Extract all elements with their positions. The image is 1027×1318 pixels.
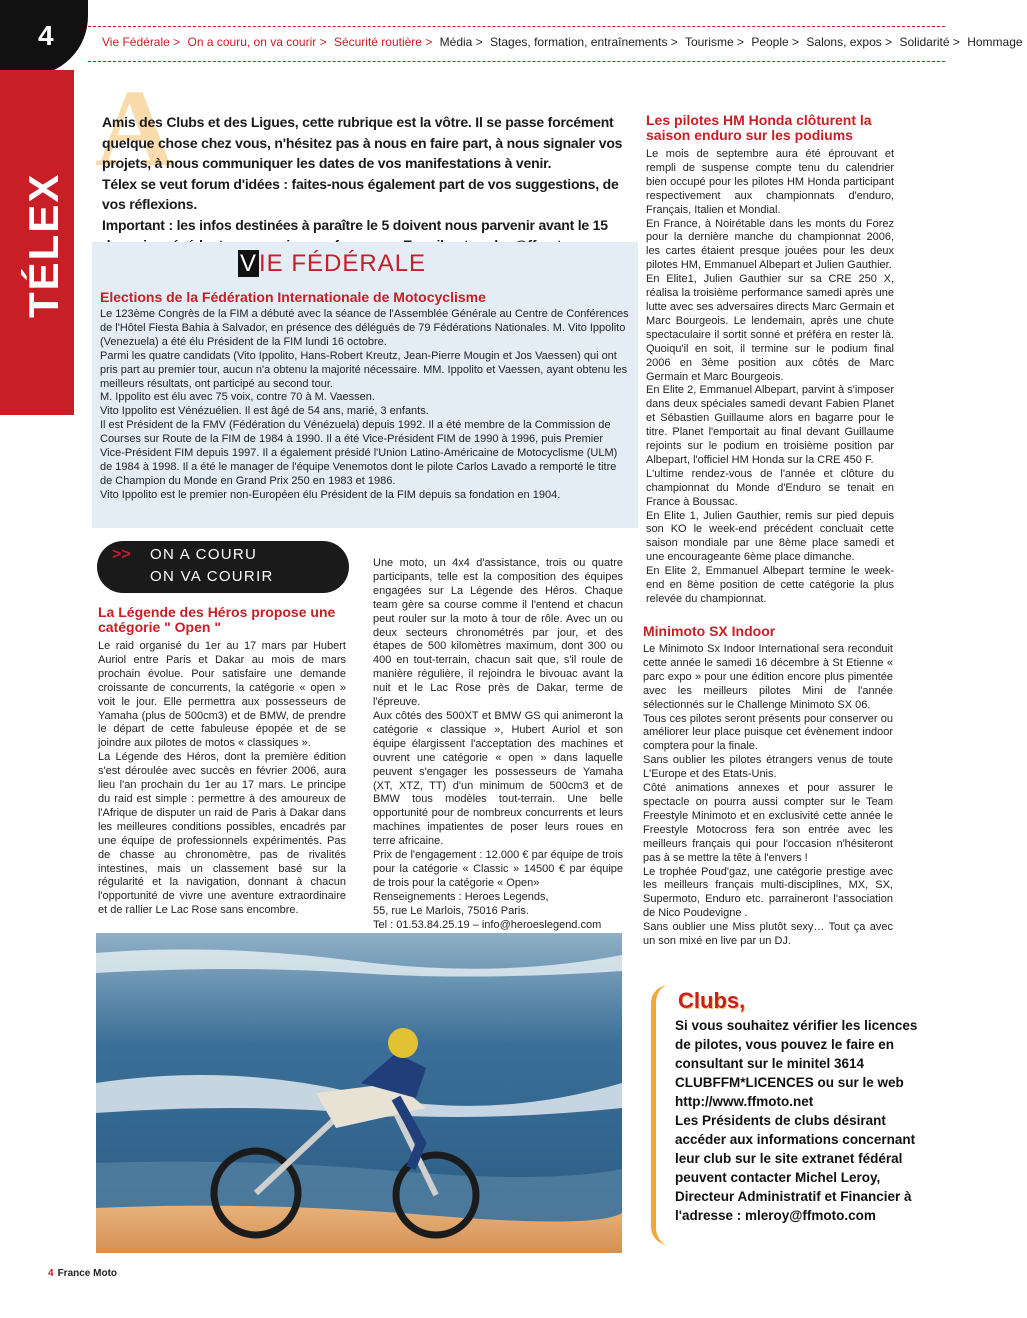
article-paragraph: Renseignements : Heroes Legends, [373, 890, 549, 903]
article-paragraph: Côté animations annexes et pour assurer le spectacle on pourra aussi compter sur le Team Freestyle Minimoto et en exclusivité cette année le Freestyle Motocross fera son entrée avec les meilleurs français qui pour l'occasion n'hésiteront pas à se mettre la tête à l'envers ! [643, 782, 893, 864]
article-paragraph: Le Minimoto Sx Indoor International sera reconduit cette année le samedi 16 décembre à St Etienne « parc expo » pour une édition encore plus pimentée avec les meilleurs pilotes Mini de l'année sélectionnés sur le Challenge Minimoto SX 06. [643, 643, 893, 711]
article-paragraph: En Elite 2, Emmanuel Albepart termine le week-end en 8ème position de cette catégorie la plus relevée du championnat. [646, 565, 894, 605]
article-paragraph: Le 123ème Congrès de la FIM a débuté avec la séance de l'Assemblée Générale au Centre de Conférences de l'Hôtel Fiesta Bahia à Salvador, en présence des délégués de 79 Fédérations Nationales. M. Vito Ippolito (Venezuela) a été élu Président de la FIM lundi 16 octobre. [100, 308, 629, 348]
breadcrumb-item-securite[interactable]: Sécurité routière > [333, 35, 433, 49]
article-body [98, 640, 346, 918]
clubs-paragraph: Les Présidents de clubs désirant accéder aux informations concernant leur club sur le site extranet fédéral peuvent contacter Michel Leroy, Directeur Administratif et Financier à l'adresse : mleroy@ffmoto.com [675, 1113, 916, 1223]
article-paragraph: Parmi les quatre candidats (Vito Ippolito, Hans-Robert Kreutz, Jean-Pierre Mougin et Jos Vaessen) qui ont pris part au premier tour, aucun n'a obtenu la majorité nécessaire. MM. Ippolito et Vaessen, ayant obtenu les meilleurs résultats, ont participé au second tour. [100, 349, 628, 390]
article-paragraph: Prix de l'engagement : 12.000 € par équipe de trois pour la catégorie « Classic » 14500 € par équipe de trois pour la catégorie « Open» [373, 849, 623, 889]
article-body [646, 148, 894, 607]
intro-paragraph: Important : les infos destinées à paraître le 5 doivent nous parvenir avant le 15 [102, 216, 608, 233]
article-title: Les pilotes HM Honda clôturent la saison enduro sur les podiums [646, 112, 872, 143]
clubs-body [675, 1016, 925, 1225]
article-paragraph: Tous ces pilotes seront présents pour conserver ou améliorer leur place puisque cet évènement indoor comptera pour la finale. [643, 712, 893, 753]
breadcrumb-item-vie-federale[interactable]: Vie Fédérale > [102, 35, 181, 49]
intro-paragraph: Télex se veut forum d'idées : faites-nous également part de vos suggestions, de vos réflexions. [102, 175, 619, 212]
article-paragraph: Vito Ippolito est Vénézuélien. Il est âgé de 54 ans, marié, 3 enfants. [100, 405, 429, 418]
motorcycle-photo [96, 933, 622, 1253]
article-title: La Légende des Héros propose une catégorie " Open " [98, 604, 336, 635]
article-paragraph: L'ultime rendez-vous de l'année et clôture du championnat du Monde d'Enduro se tenait en France à Boussac. [646, 467, 894, 508]
article-paragraph: Aux côtés des 500XT et BMW GS qui animeront la catégorie « classique », Hubert Auriol et son équipe élargissent l'acceptation des machines et ouvrent une catégorie « open » dans laquelle peuvent s'engager les possesseurs de Yamaha (XT, XTZ, TT) d'un minimum de 500cm3 et de BMW tous modèles tout-terrain. Une belle opportunité pour de nombreux concurrents et leurs machines impatientes de poser leurs roues en terre africaine. [373, 709, 623, 848]
breadcrumb-item-tourisme[interactable]: Tourisme > [684, 35, 744, 49]
intro-text [102, 112, 627, 256]
article-body [100, 308, 630, 503]
breadcrumb-item-media[interactable]: Média > [439, 35, 483, 49]
breadcrumb-item-salons[interactable]: Salons, expos > [806, 35, 893, 49]
article-paragraph: 55, rue Le Marlois, 75016 Paris. [373, 904, 529, 917]
article-paragraph: La Légende des Héros, dont la première édition s'est déroulée avec succès en février 2006, aura lieu l'an prochain du 1er au 17 mars. Le principe du raid est simple : permettre à des amoureux de l'Afrique de disputer un raid de Paris à Dakar dans les meilleures conditions possibles, encadrés par une équipe de professionnels expérimentés. Pas de chasse au chronomètre, pas de rivalités intestines, mais un classement basé sur la régularité et la navigation, donnant à chacun l'opportunité de vivre une aventure extraordinaire et de rallier Le Lac Rose sans encombre. [98, 751, 346, 917]
clubs-title: Clubs, [678, 988, 746, 1013]
breadcrumb-item-stages[interactable]: Stages, formation, entraînements > [490, 35, 678, 49]
breadcrumb-item-people[interactable]: People > [751, 35, 800, 49]
breadcrumb [88, 26, 1023, 62]
breadcrumb-item-hommage[interactable]: Hommage [967, 35, 1023, 49]
intro-paragraph: Amis des Clubs et des Ligues, cette rubrique est la vôtre. Il se passe forcément quelque chose chez vous, n'hésitez pas à nous en faire part, à nous signaler vos projets, à nous communiquer les dates de vos manifestations à venir. [102, 114, 623, 171]
article-paragraph: En Elite 1, Julien Gauthier, remis sur pied depuis son KO le week-end précédent concluait cette saison mondiale par une 8ème place samedi et une encourageante 6ème place dimanche. [646, 509, 894, 564]
bracket-decoration [651, 985, 669, 1245]
page-number: 4 [38, 20, 54, 51]
article-title: Minimoto SX Indoor [643, 623, 776, 639]
article-paragraph: Sans oublier les pilotes étrangers venus de toute L'Europe et des Etats-Unis. [643, 754, 893, 781]
article-paragraph: Le mois de septembre aura été éprouvant et rempli de suspense compte tenu du calendrier bien occupé pour les pilotes HM Honda participant respectivement aux championnats d'enduro, Français, Italien et Mondial. [646, 148, 894, 216]
clubs-paragraph: Si vous souhaitez vérifier les licences de pilotes, vous pouvez le faire en consultant sur le minitel 3614 CLUBFFM*LICENCES ou sur le web http://www.ffmoto.net [675, 1018, 918, 1109]
footer [48, 1268, 117, 1279]
article-paragraph: Vito Ippolito est le premier non-Européen élu Président de la FIM depuis sa fondation en 1904. [100, 488, 561, 501]
article-paragraph: Il est Président de la FMV (Fédération du Vénézuela) depuis 1992. Il a été membre de la Commission de Courses sur Route de la FIM de 1984 à 1990. Il a été Vice-Président FIM de 1990 à 1996, puis Premier Vice-Président FIM depuis 1997. Il a également présidé l'Union Latino-Américaine de Motocyclisme (ULM) de 1984 à 1998. Il a été le manager de l'équipe Venemotos dont le pilote Carlos Lavado a remporté le titre de Champion du Monde en Grand Prix 250 en 1983 et 1986. [100, 419, 618, 487]
article-paragraph: Le raid organisé du 1er au 17 mars par Hubert Auriol entre Paris et Dakar au mois de mars prochain évolue. Pour satisfaire une demande croissante de concurrents, la catégorie « open » voit le jour. Elle permettra aux possesseurs de Yamaha (plus de 500cm3) et de BMW, de prendre le départ de cette fabuleuse épopée et de se joindre aux pilotes de motos « classiques ». [98, 640, 346, 750]
breadcrumb-item-on-a-couru[interactable]: On a couru, on va courir > [187, 35, 327, 49]
breadcrumb-item-solidarite[interactable]: Solidarité > [899, 35, 960, 49]
article-paragraph: Le trophée Poud'gaz, une catégorie prestige avec les meilleurs français multi-disciplines, MX, SX, Supermoto, Enduro etc. parraineront l'association de Nico Poudevigne . [643, 865, 893, 920]
article-body [643, 643, 893, 949]
article-paragraph: En Elite1, Julien Gauthier sur sa CRE 250 X, réalisa la troisième performance samedi après une lutte avec ses adversaires directs Marc Germain et Marc Bourgeois. Le lendemain, après une chute spectaculaire il sortit sonné et préféra en rester là. Quoiqu'il en soit, il termine sur le podium final 2006 en 3ème position aux côtés de Marc Germain et Marc Bourgeois. [646, 273, 894, 383]
dropcap-letter: A [95, 67, 175, 189]
article-paragraph: Une moto, un 4x4 d'assistance, trois ou quatre participants, telle est la composition des équipes engagées sur La Légende des Héros. Chaque team gère sa course comme il l'entend et chacun peut rouler sur la moto à tour de rôle. Avec un ou deux secteurs chronométrés par jour, et des étapes de 500 kilomètres maximum, dont 300 ou 400 en tout-terrain, chacun sait que, s'il roule de manière régulière, il rejoindra le bivouac avant la nuit et le Lac Rose près de Dakar, terme de l'épreuve. [373, 557, 623, 709]
article-paragraph: En France, à Noirétable dans les monts du Forez pour la dernière manche du championnat 2006, les cartes étaient presque jouées pour les deux pilotes HM, Emmanuel Albepart et Julien Gauthier. [646, 217, 894, 272]
article-title: Elections de la Fédération Internationale de Motocyclisme [100, 289, 486, 305]
article-paragraph: Tel : 01.53.84.25.19 – info@heroeslegend.com [373, 918, 602, 931]
beach-photo-illustration [96, 933, 622, 1253]
footer-magazine: France Moto [57, 1268, 118, 1279]
heading-rest: IE FÉDÉRALE [259, 250, 427, 277]
section-pill-line: ON VA COURIR [150, 568, 274, 585]
article-paragraph: M. Ippolito est élu avec 75 voix, contre 70 à M. Vaessen. [100, 391, 375, 404]
heading-initial: V [240, 250, 258, 277]
article-body [373, 557, 623, 946]
article-paragraph: Sans oublier une Miss plutôt sexy… Tout ça avec un son mixé en live par un DJ. [643, 921, 893, 948]
article-paragraph: En Elite 2, Emmanuel Albepart, parvint à s'imposer dans deux spéciales samedi devant Fabien Planet et Sébastien Guillaume alors en bagarre pour le titre. Planet l'emportait au final devant Guillaume rejoints sur le podium en troisième position par Albepart, l'officiel HM Honda sur la CRE 450 F. [646, 384, 894, 466]
section-pill-line: ON A COURU [150, 546, 258, 563]
vie-federale-heading [238, 250, 426, 280]
footer-page-number: 4 [48, 1268, 54, 1279]
section-title: TÉLEX [20, 172, 67, 318]
double-arrow-icon: >> [112, 546, 131, 563]
